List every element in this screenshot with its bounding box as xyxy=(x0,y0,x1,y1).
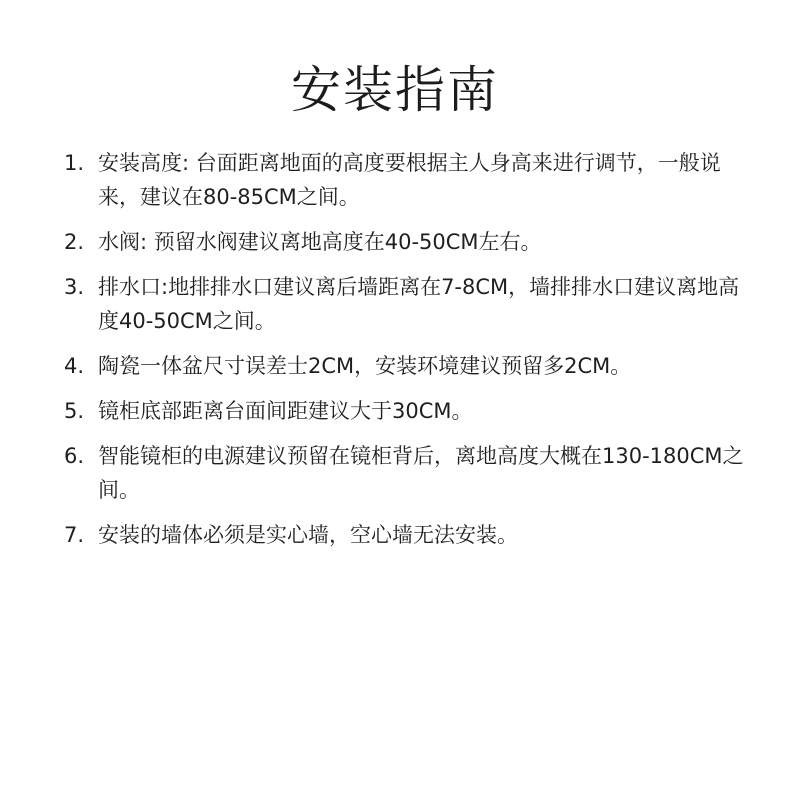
item-text: 智能镜柜的电源建议预留在镜柜背后，离地高度大概在130-180CM之间。 xyxy=(98,444,744,502)
list-item xyxy=(64,225,754,259)
item-text: 安装高度: 台面距离地面的高度要根据主人身高来进行调节，一般说来，建议在80-85CM之间。 xyxy=(98,151,721,209)
item-number: 3. xyxy=(64,275,85,299)
item-number: 7. xyxy=(64,523,85,547)
list-item xyxy=(64,349,754,383)
item-number: 2. xyxy=(64,230,85,254)
item-text: 水阀: 预留水阀建议离地高度在40-50CM左右。 xyxy=(98,230,542,254)
list-item xyxy=(64,518,754,552)
list-item xyxy=(64,146,754,214)
item-text: 陶瓷一体盆尺寸误差士2CM，安装环境建议预留多2CM。 xyxy=(98,354,632,378)
item-number: 5. xyxy=(64,399,85,423)
list-item xyxy=(64,394,754,428)
item-text: 排水口:地排排水口建议离后墙距离在7-8CM，墙排排水口建议离地高度40-50CM之间。 xyxy=(98,275,740,333)
item-number: 4. xyxy=(64,354,85,378)
item-text: 安装的墙体必须是实心墙，空心墙无法安装。 xyxy=(98,523,518,547)
item-number: 6. xyxy=(64,444,85,468)
instruction-list xyxy=(64,146,754,563)
page-title: 安装指南 xyxy=(291,61,499,119)
list-item xyxy=(64,270,754,338)
item-text: 镜柜底部距离台面间距建议大于30CM。 xyxy=(98,399,473,423)
list-item xyxy=(64,439,754,507)
item-number: 1. xyxy=(64,151,85,175)
